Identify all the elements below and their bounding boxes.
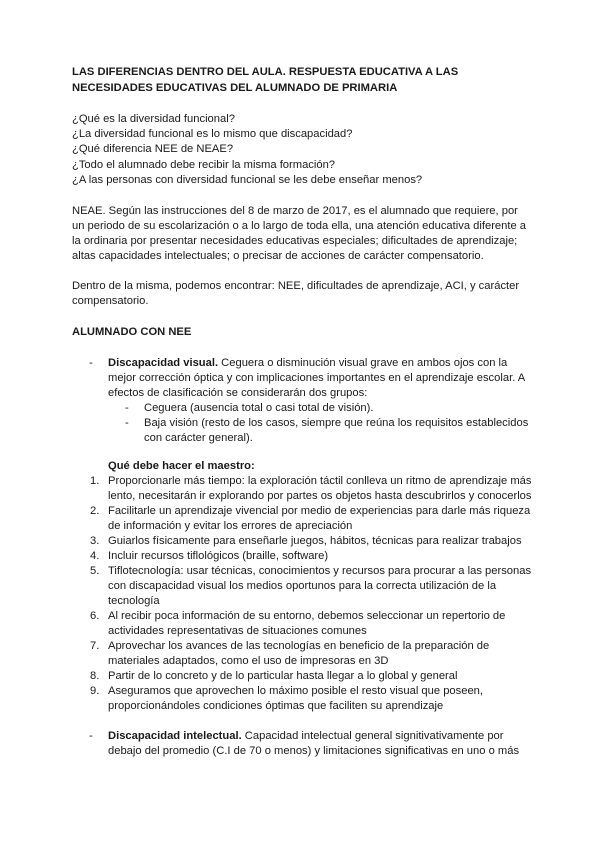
action-number: 5.: [90, 565, 100, 578]
action-text: Facilitarle un aprendizaje vivencial por medio de experiencias para darle más riqueza de información y evitar los errores de apreciación: [108, 505, 531, 533]
neae-types-paragraph: Dentro de la misma, podemos encontrar: NEE, dificultades de aprendizaje, ACI, y carácter compensatorio.: [72, 280, 520, 308]
teacher-actions-heading: Qué debe hacer el maestro:: [108, 460, 255, 473]
visual-group-text: Ceguera (ausencia total o casi total de visión).: [144, 402, 374, 415]
list-dash: -: [125, 417, 129, 430]
action-number: 6.: [90, 610, 100, 623]
action-text: Tiflotecnología: usar técnicas, conocimientos y recursos para procurar a las personas con discapacidad visual los medios oportunos para la correcta utilización de la tecnología: [108, 565, 532, 608]
visual-group-text: Baja visión (resto de los casos, siempre que reúna los requisitos establecidos con carácter general).: [144, 417, 529, 445]
visual-disability-item: [72, 356, 532, 401]
question-item: ¿Qué diferencia NEE de NEAE?: [72, 143, 234, 156]
action-item: [72, 549, 532, 564]
question-item: ¿A las personas con diversidad funcional se les debe enseñar menos?: [72, 173, 423, 186]
action-text: Incluir recursos tiflológicos (braille, software): [108, 550, 329, 563]
action-item: [72, 564, 532, 609]
visual-group-item: [108, 401, 532, 416]
document-content: [72, 64, 532, 759]
question-item: ¿Qué es la diversidad funcional?: [72, 113, 235, 125]
action-text: Al recibir poca información de su entorno, debemos seleccionar un repertorio de actividades representativas de situaciones comunes: [108, 610, 506, 638]
intellectual-disability-term: Discapacidad intelectual.: [108, 730, 242, 743]
list-dash: -: [89, 730, 93, 743]
action-item: [72, 534, 532, 549]
action-number: 3.: [90, 535, 100, 548]
action-item: [72, 639, 532, 669]
intellectual-disability-text: Capacidad intelectual general signitivativamente por debajo del promedio (C.I de 70 o menos) y limitaciones significativas en uno o más: [108, 730, 520, 758]
document-title: [72, 64, 532, 96]
visual-groups-list: [108, 401, 532, 446]
neae-definition-paragraph: NEAE. Según las instrucciones del 8 de marzo de 2017, es el alumnado que requiere, por un periodo de su escolarización o a lo largo de toda ella, una atención educativa diferente a la ordinaria por presentar necesidades educativas especiales; dificultades de aprendizaje; altas capacidades intelectuales; o precisar de acciones de carácter compensatorio.: [72, 205, 527, 263]
visual-disability-text: Ceguera o disminución visual grave en ambos ojos con la mejor corrección óptica y con implicaciones importantes en el aprendizaje escolar. A efectos de clasificación se considerarán dos grupos:: [108, 357, 525, 400]
action-text: Proporcionarle más tiempo: la exploración táctil conlleva un ritmo de aprendizaje más lento, necesitarán ir explorando por partes os objetos hasta descubrirlos y conocerlos: [108, 475, 532, 503]
action-number: 4.: [90, 550, 100, 563]
action-text: Aprovechar los avances de las tecnologías en beneficio de la preparación de materiales adaptados, como el uso de impresoras en 3D: [108, 640, 490, 668]
question-item: ¿La diversidad funcional es lo mismo que discapacidad?: [72, 128, 353, 141]
action-number: 1.: [90, 475, 100, 488]
action-text: Partir de lo concreto y de lo particular hasta llegar a lo global y general: [108, 670, 458, 683]
spacer: [72, 714, 532, 729]
action-item: [72, 609, 532, 639]
action-number: 7.: [90, 640, 100, 653]
action-number: 2.: [90, 505, 100, 518]
action-number: 8.: [90, 670, 100, 683]
action-text: Guiarlos físicamente para enseñarle juegos, hábitos, técnicas para realizar trabajos: [108, 535, 522, 548]
section-heading: ALUMNADO CON NEE: [72, 326, 192, 339]
question-item: ¿Todo el alumnado debe recibir la misma formación?: [72, 158, 336, 171]
action-item: [72, 669, 532, 684]
title-line-2: NECESIDADES EDUCATIVAS DEL ALUMNADO DE PRIMARIA: [72, 82, 398, 94]
list-dash: -: [89, 357, 93, 370]
intellectual-disability-item: [72, 729, 532, 759]
title-line-1: LAS DIFERENCIAS DENTRO DEL AULA. RESPUESTA EDUCATIVA A LAS: [72, 66, 459, 78]
action-text: Aseguramos que aprovechen lo máximo posible el resto visual que poseen, proporcionándoles condiciones óptimas que faciliten su aprendizaje: [108, 685, 483, 713]
list-dash: -: [125, 402, 129, 415]
visual-group-item: [108, 416, 532, 446]
action-item: [72, 504, 532, 534]
visual-disability-term: Discapacidad visual.: [108, 357, 219, 370]
action-item: [72, 474, 532, 504]
teacher-actions-list: [72, 474, 532, 714]
action-number: 9.: [90, 685, 100, 698]
question-list: [72, 112, 532, 188]
action-item: [72, 684, 532, 714]
